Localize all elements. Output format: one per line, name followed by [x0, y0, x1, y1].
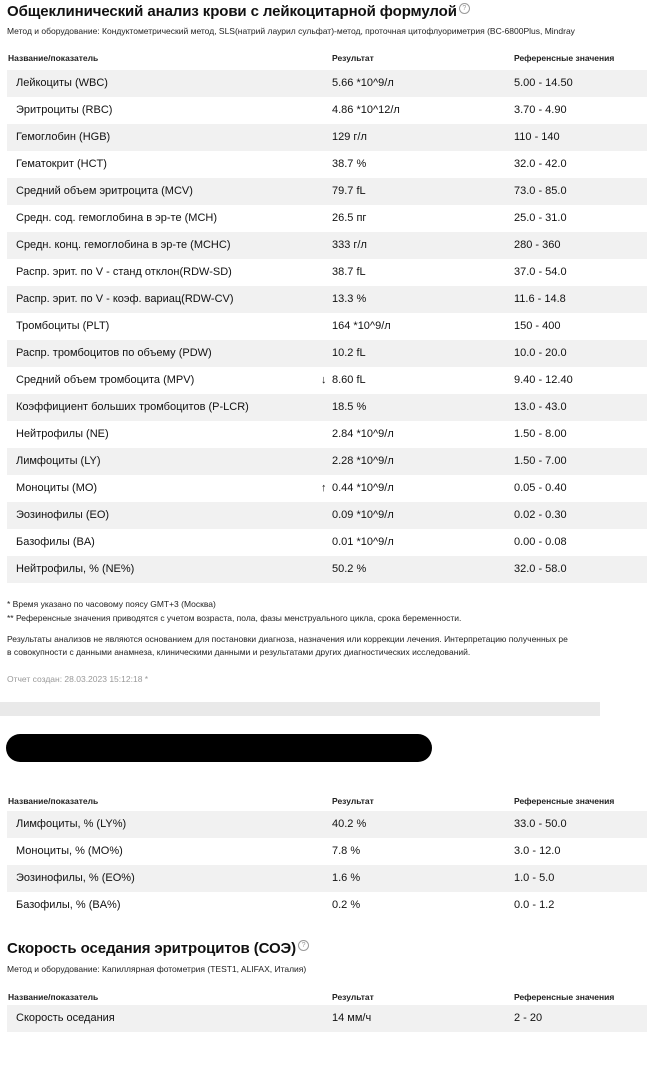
- timezone-note: * Время указано по часовому поясу GMT+3 (Москва): [7, 599, 216, 609]
- row-result: [332, 97, 400, 124]
- row-result-value: 2.28 *10^9/л: [332, 455, 394, 467]
- row-name: Моноциты, % (MO%): [16, 845, 123, 857]
- row-result: [332, 421, 394, 448]
- table-row: [7, 97, 647, 124]
- table-row: [7, 865, 647, 892]
- table-row: [7, 529, 647, 556]
- row-result-value: 40.2 %: [332, 818, 367, 830]
- table-row: [7, 421, 647, 448]
- row-result-value: 129 г/л: [332, 131, 367, 143]
- table-row: [7, 340, 647, 367]
- table-row: [7, 205, 647, 232]
- row-reference: 32.0 - 42.0: [514, 158, 567, 170]
- row-result-value: 164 *10^9/л: [332, 320, 391, 332]
- header-name: Название/показатель: [8, 796, 99, 806]
- esr-table-header: [0, 992, 640, 1006]
- table-row: [7, 70, 647, 97]
- row-name: Базофилы (BA): [16, 536, 95, 548]
- row-reference: 10.0 - 20.0: [514, 347, 567, 359]
- row-reference: 0.02 - 0.30: [514, 509, 567, 521]
- redacted-patient-name: [6, 734, 432, 762]
- row-name: Нейтрофилы, % (NE%): [16, 563, 135, 575]
- disclaimer-line-2: в совокупности с данными анамнеза, клиническими данными и результатами других диагностических исследований.: [7, 647, 471, 657]
- row-reference: 1.50 - 8.00: [514, 428, 567, 440]
- row-name: Нейтрофилы (NE): [16, 428, 109, 440]
- header-result: Результат: [332, 53, 374, 63]
- row-result: [332, 529, 394, 556]
- row-reference: 32.0 - 58.0: [514, 563, 567, 575]
- row-result: [332, 556, 366, 583]
- row-result: [332, 124, 367, 151]
- row-result: [332, 1005, 371, 1032]
- row-result: [332, 394, 366, 421]
- table-row: [7, 313, 647, 340]
- row-name: Гематокрит (HCT): [16, 158, 107, 170]
- row-name: Скорость оседания: [16, 1012, 115, 1024]
- row-result-value: 0.09 *10^9/л: [332, 509, 394, 521]
- table-row: [7, 259, 647, 286]
- row-reference: 3.0 - 12.0: [514, 845, 561, 857]
- row-name: Лимфоциты, % (LY%): [16, 818, 127, 830]
- table-row: [7, 367, 647, 394]
- row-result-value: 333 г/л: [332, 239, 367, 251]
- row-result-value: 8.60 fL: [332, 374, 366, 386]
- row-name: Распр. тромбоцитов по объему (PDW): [16, 347, 212, 359]
- row-result: [332, 232, 367, 259]
- second-page-section: [0, 716, 615, 1062]
- row-result-value: 7.8 %: [332, 845, 361, 857]
- row-result: [321, 367, 366, 394]
- row-name: Лейкоциты (WBC): [16, 77, 108, 89]
- row-result: [332, 205, 366, 232]
- row-result: [332, 865, 360, 892]
- row-name: Эозинофилы (EO): [16, 509, 110, 521]
- table-row: [7, 838, 647, 865]
- row-result: [332, 838, 360, 865]
- row-name: Распр. эрит. по V - коэф. вариац(RDW-CV): [16, 293, 234, 305]
- row-reference: 25.0 - 31.0: [514, 212, 567, 224]
- row-name: Средн. конц. гемоглобина в эр-те (MCHC): [16, 239, 231, 251]
- row-name: Эритроциты (RBC): [16, 104, 113, 116]
- row-reference: 11.6 - 14.8: [514, 293, 566, 305]
- row-name: Моноциты (MO): [16, 482, 98, 494]
- table-row: [7, 556, 647, 583]
- row-name: Средн. сод. гемоглобина в эр-те (MCH): [16, 212, 218, 224]
- row-result-value: 38.7 %: [332, 158, 367, 170]
- row-name: Эозинофилы, % (EO%): [16, 872, 135, 884]
- row-result: [332, 151, 366, 178]
- table-row: [7, 475, 647, 502]
- row-result-value: 5.66 *10^9/л: [332, 77, 394, 89]
- help-icon[interactable]: ?: [459, 3, 470, 14]
- row-result-value: 4.86 *10^12/л: [332, 104, 400, 116]
- table-row: [7, 124, 647, 151]
- table-row: [7, 892, 647, 919]
- row-result-value: 0.44 *10^9/л: [332, 482, 394, 494]
- row-result: [332, 340, 366, 367]
- table-header-2: [0, 796, 640, 810]
- row-name: Средний объем тромбоцита (MPV): [16, 374, 195, 386]
- row-reference: 110 - 140: [514, 131, 560, 143]
- row-reference: 13.0 - 43.0: [514, 401, 567, 413]
- row-result: [332, 259, 366, 286]
- row-name: Средний объем эритроцита (MCV): [16, 185, 193, 197]
- table-row: [7, 811, 647, 838]
- row-result: [321, 475, 394, 502]
- row-result-value: 26.5 пг: [332, 212, 367, 224]
- row-reference: 2 - 20: [514, 1012, 543, 1024]
- esr-title: Скорость оседания эритроцитов (СОЭ) ?: [7, 940, 309, 957]
- row-reference: 33.0 - 50.0: [514, 818, 567, 830]
- row-result-value: 79.7 fL: [332, 185, 366, 197]
- arrow-up-icon: ↑: [321, 482, 327, 494]
- row-result-value: 10.2 fL: [332, 347, 366, 359]
- row-reference: 1.50 - 7.00: [514, 455, 567, 467]
- row-reference: 150 - 400: [514, 320, 561, 332]
- row-result: [332, 313, 391, 340]
- header-name: Название/показатель: [8, 53, 99, 63]
- row-name: Гемоглобин (HGB): [16, 131, 111, 143]
- arrow-down-icon: ↓: [321, 374, 327, 386]
- row-reference: 9.40 - 12.40: [514, 374, 573, 386]
- row-name: Коэффициент больших тромбоцитов (P-LCR): [16, 401, 249, 413]
- row-name: Распр. эрит. по V - станд отклон(RDW-SD): [16, 266, 232, 278]
- header-result: Результат: [332, 796, 374, 806]
- help-icon[interactable]: ?: [298, 940, 309, 951]
- row-result-value: 50.2 %: [332, 563, 367, 575]
- table-row: [7, 178, 647, 205]
- row-result: [332, 892, 360, 919]
- page-separator: [0, 702, 600, 716]
- header-ref: Референсные значения: [514, 796, 615, 806]
- row-result-value: 1.6 %: [332, 872, 361, 884]
- row-name: Тромбоциты (PLT): [16, 320, 110, 332]
- row-result-value: 38.7 fL: [332, 266, 366, 278]
- table-row: [7, 502, 647, 529]
- row-reference: 73.0 - 85.0: [514, 185, 567, 197]
- row-result-value: 14 мм/ч: [332, 1012, 372, 1024]
- row-result-value: 13.3 %: [332, 293, 367, 305]
- table-header: [0, 53, 640, 67]
- header-result: Результат: [332, 992, 374, 1002]
- table-row: [7, 1005, 647, 1032]
- table-row: [7, 448, 647, 475]
- row-result-value: 0.2 %: [332, 899, 361, 911]
- row-name: Лимфоциты (LY): [16, 455, 101, 467]
- row-result: [332, 502, 394, 529]
- row-reference: 280 - 360: [514, 239, 561, 251]
- row-reference: 1.0 - 5.0: [514, 872, 555, 884]
- row-result: [332, 448, 394, 475]
- table-row: [7, 394, 647, 421]
- row-reference: 0.00 - 0.08: [514, 536, 567, 548]
- report-title: Общеклинический анализ крови с лейкоцитарной формулой ?: [7, 3, 470, 20]
- row-result-value: 0.01 *10^9/л: [332, 536, 394, 548]
- header-ref: Референсные значения: [514, 53, 615, 63]
- disclaimer-line-1: Результаты анализов не являются основанием для постановки диагноза, назначения или коррекции лечения. Интерпретацию полученных ре: [7, 634, 568, 644]
- row-reference: 37.0 - 54.0: [514, 266, 567, 278]
- esr-method-text: Метод и оборудование: Капиллярная фотометрия (TEST1, ALIFAX, Италия): [7, 964, 307, 974]
- method-text: Метод и оборудование: Кондуктометрический метод, SLS(натрий лаурил сульфат)-метод, проточная цитофлуориметрия (BC-6800Plus, Mindray: [7, 26, 575, 36]
- row-reference: 0.05 - 0.40: [514, 482, 567, 494]
- table-row: [7, 151, 647, 178]
- row-reference: 5.00 - 14.50: [514, 77, 573, 89]
- row-result-value: 18.5 %: [332, 401, 367, 413]
- table-row: [7, 286, 647, 313]
- reference-note: ** Референсные значения приводятся с учетом возраста, пола, фазы менструального цикла, срока беременности.: [7, 613, 462, 623]
- row-reference: 3.70 - 4.90: [514, 104, 567, 116]
- header-ref: Референсные значения: [514, 992, 615, 1002]
- table-row: [7, 232, 647, 259]
- header-name: Название/показатель: [8, 992, 99, 1002]
- row-result-value: 2.84 *10^9/л: [332, 428, 394, 440]
- row-result: [332, 178, 366, 205]
- row-name: Базофилы, % (BA%): [16, 899, 121, 911]
- row-result: [332, 70, 394, 97]
- row-result: [332, 811, 366, 838]
- row-reference: 0.0 - 1.2: [514, 899, 555, 911]
- row-result: [332, 286, 366, 313]
- report-created: Отчет создан: 28.03.2023 15:12:18 *: [7, 674, 149, 684]
